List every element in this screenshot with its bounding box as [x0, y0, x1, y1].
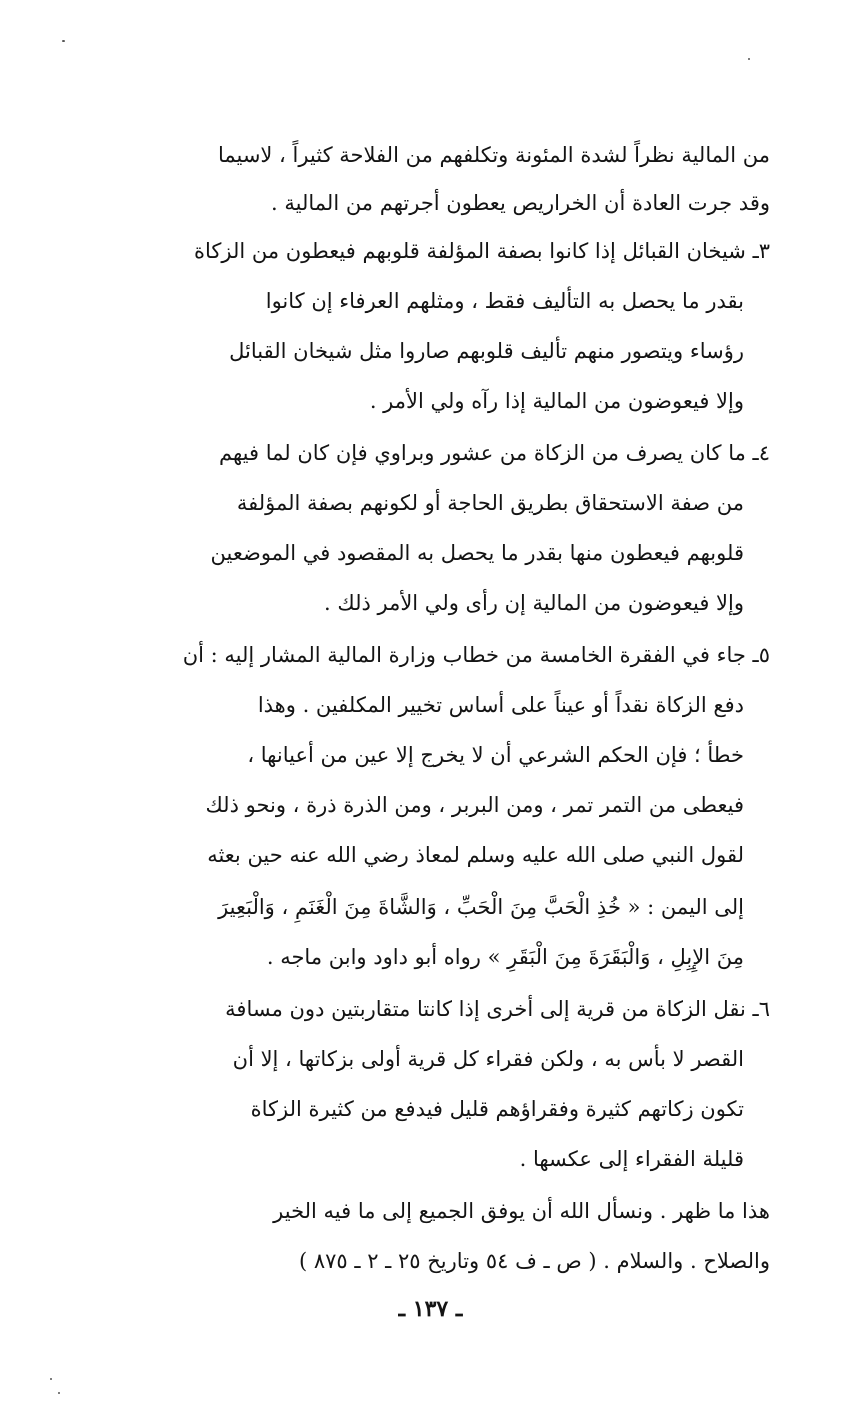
text-line: بقدر ما يحصل به التأليف فقط ، ومثلهم العرفاء إن كانوا: [265, 289, 744, 313]
list-item-4: ٤ـ ما كان يصرف من الزكاة من عشور وبراوي فإن كان لما فيهم: [219, 441, 770, 465]
scan-speck: [62, 40, 65, 42]
closing-reference: والصلاح . والسلام . ( ص ـ ف ٥٤ وتاريخ ٢٥ ـ ٢ ـ ٨٧٥ ): [298, 1249, 770, 1273]
list-item-6: ٦ـ نقل الزكاة من قرية إلى أخرى إذا كانتا متقاربتين دون مسافة: [225, 997, 770, 1021]
text-line: قليلة الفقراء إلى عكسها .: [519, 1147, 744, 1171]
text-line: وإلا فيعوضون من المالية إذا رآه ولي الأمر .: [369, 389, 744, 413]
text-line: من صفة الاستحقاق بطريق الحاجة أو لكونهم بصفة المؤلفة: [236, 491, 744, 515]
hadith-quote: مِنَ الإِبِلِ ، وَالْبَقَرَةَ مِنَ الْبَقَرِ » رواه أبو داود وابن ماجه .: [266, 945, 744, 969]
text-line: قلوبهم فيعطون منها بقدر ما يحصل به المقصود في الموضعين: [210, 541, 744, 565]
text-line: من المالية نظراً لشدة المئونة وتكلفهم من الفلاحة كثيراً ، لاسيما: [217, 143, 770, 167]
list-item-5: ٥ـ جاء في الفقرة الخامسة من خطاب وزارة المالية المشار إليه : أن: [182, 643, 770, 667]
text-line: خطأ ؛ فإن الحكم الشرعي أن لا يخرج إلا عين من أعيانها ،: [247, 743, 744, 767]
text-line: فيعطى من التمر تمر ، ومن البربر ، ومن الذرة ذرة ، ونحو ذلك: [205, 793, 744, 817]
text-line: لقول النبي صلى الله عليه وسلم لمعاذ رضي الله عنه حين بعثه: [207, 843, 744, 867]
closing-text: هذا ما ظهر . ونسأل الله أن يوفق الجميع إلى ما فيه الخير: [273, 1199, 770, 1223]
scan-speck: [50, 1378, 52, 1380]
text-line: وإلا فيعوضون من المالية إن رأى ولي الأمر ذلك .: [324, 591, 744, 615]
text-line: تكون زكاتهم كثيرة وفقراؤهم قليل فيدفع من كثيرة الزكاة: [250, 1097, 744, 1121]
scan-speck: [58, 1392, 60, 1394]
text-line: رؤساء ويتصور منهم تأليف قلوبهم صاروا مثل شيخان القبائل: [229, 339, 744, 363]
scan-speck: [748, 58, 750, 60]
text-line: وقد جرت العادة أن الخراريص يعطون أجرتهم من المالية .: [271, 191, 770, 215]
text-line: دفع الزكاة نقداً أو عيناً على أساس تخيير المكلفين . وهذا: [257, 693, 744, 717]
list-item-3: ٣ـ شيخان القبائل إذا كانوا بصفة المؤلفة قلوبهم فيعطون من الزكاة: [193, 239, 770, 263]
hadith-quote: إلى اليمن : « خُذِ الْحَبَّ مِنَ الْحَبِّ ، وَالشَّاةَ مِنَ الْغَنَمِ ، وَالْبَعِيرَ: [218, 895, 744, 919]
text-line: القصر لا بأس به ، ولكن فقراء كل قرية أولى بزكاتها ، إلا أن: [232, 1047, 744, 1071]
page-number: ـ ١٣٧ ـ: [398, 1296, 463, 1322]
